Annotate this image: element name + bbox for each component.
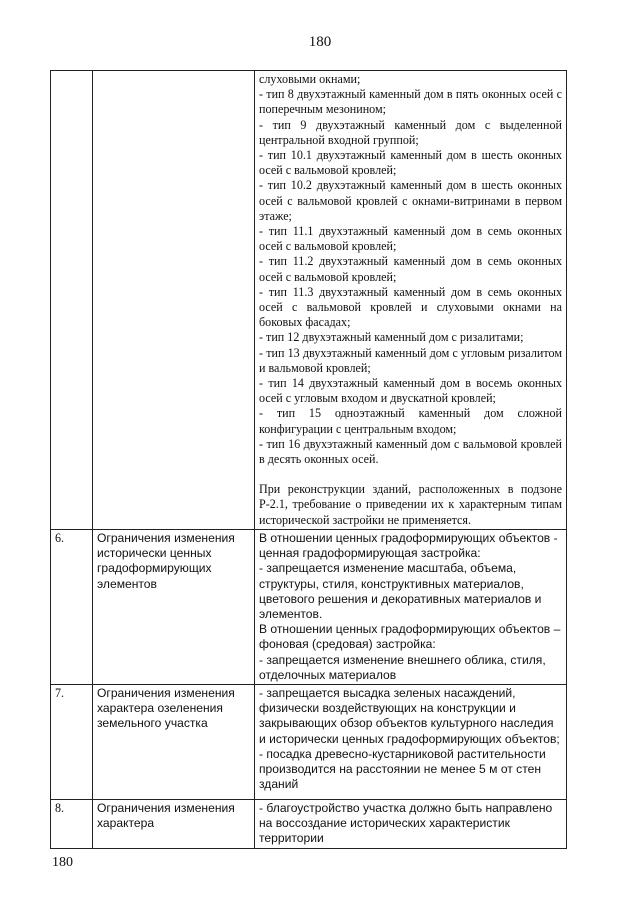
content-line: - тип 16 двухэтажный каменный дом с вальмовой кровлей в десять оконных осей. (259, 436, 562, 467)
row-name: Ограничения изменения характера озеленения земельного участка (93, 684, 255, 799)
content-line: слуховыми окнами; (259, 72, 361, 86)
row-number: 7. (51, 684, 93, 799)
row-content (255, 529, 567, 684)
row-name: Ограничения изменения исторически ценных градоформирующих элементов (93, 529, 255, 684)
content-line: - запрещается высадка зеленых насаждений, физически воздействующих на конструкции и закрывающих обзор объектов культурного наследия и исторически ценных градоформирующих объектов; (259, 685, 560, 746)
table-row (51, 71, 567, 530)
page-number-top: 180 (308, 34, 332, 50)
content-line: - запрещается изменение внешнего облика, стиля, отделочных материалов (259, 652, 546, 682)
table-row (51, 799, 567, 848)
row-number (51, 71, 93, 530)
content-line: - тип 11.2 двухэтажный каменный дом в семь оконных осей с вальмовой кровлей; (259, 254, 562, 284)
content-line: - тип 8 двухэтажный каменный дом в пять оконных осей с поперечным мезонином; (259, 87, 562, 117)
content-line: - тип 10.1 двухэтажный каменный дом в шесть оконных осей с вальмовой кровлей; (259, 148, 562, 178)
regulations-table (50, 70, 567, 849)
content-line: - запрещается изменение масштаба, объема, структуры, стиля, конструктивных материалов, цветового решения и декоративных материалов и элементов. (259, 561, 542, 621)
row-number: 8. (51, 799, 93, 848)
content-line: - благоустройство участка должно быть направлено на воссоздание исторических характеристик территории (259, 800, 553, 846)
row-content (255, 71, 567, 530)
content-paragraph: При реконструкции зданий, расположенных в подзоне Р-2.1, требование о приведении их к характерным типам исторической застройки не применяется. (259, 482, 562, 527)
content-line: - тип 15 одноэтажный каменный дом сложной конфигурации с центральным входом; (259, 406, 562, 436)
row-content (255, 799, 567, 848)
content-line: - тип 12 двухэтажный каменный дом с ризалитами; (259, 330, 524, 345)
row-content (255, 684, 567, 799)
content-line: - тип 13 двухэтажный каменный дом с угловым ризалитом и вальмовой кровлей; (259, 345, 562, 375)
content-line: - тип 11.3 двухэтажный каменный дом в семь оконных осей с вальмовой кровлей и слуховыми окнами на боковых фасадах; (259, 284, 562, 330)
table-row (51, 684, 567, 799)
paragraph-gap (259, 467, 562, 482)
content-line: - посадка древесно-кустарниковой растительности производится на расстоянии не менее 5 м от стен зданий (259, 746, 546, 792)
content-line: - тип 14 двухэтажный каменный дом в восемь оконных осей с угловым входом и двускатной кровлей; (259, 376, 562, 406)
content-line: - тип 11.1 двухэтажный каменный дом в семь оконных осей с вальмовой кровлей; (259, 224, 562, 254)
content-line: - тип 10.2 двухэтажный каменный дом в шесть оконных осей с вальмовой кровлей с окнами-витринами в первом этаже; (259, 178, 562, 223)
table-row (51, 529, 567, 684)
row-number: 6. (51, 529, 93, 684)
content-line: В отношении ценных градоформирующих объектов - ценная градоформирующая застройка: (259, 530, 558, 561)
row-name (93, 71, 255, 530)
content-line: В отношении ценных градоформирующих объектов – фоновая (средовая) застройка: (259, 622, 561, 652)
page-number-bottom: 180 (52, 855, 73, 870)
content-line: - тип 9 двухэтажный каменный дом с выделенной центральной входной группой; (259, 117, 562, 147)
row-name: Ограничения изменения характера (93, 799, 255, 848)
